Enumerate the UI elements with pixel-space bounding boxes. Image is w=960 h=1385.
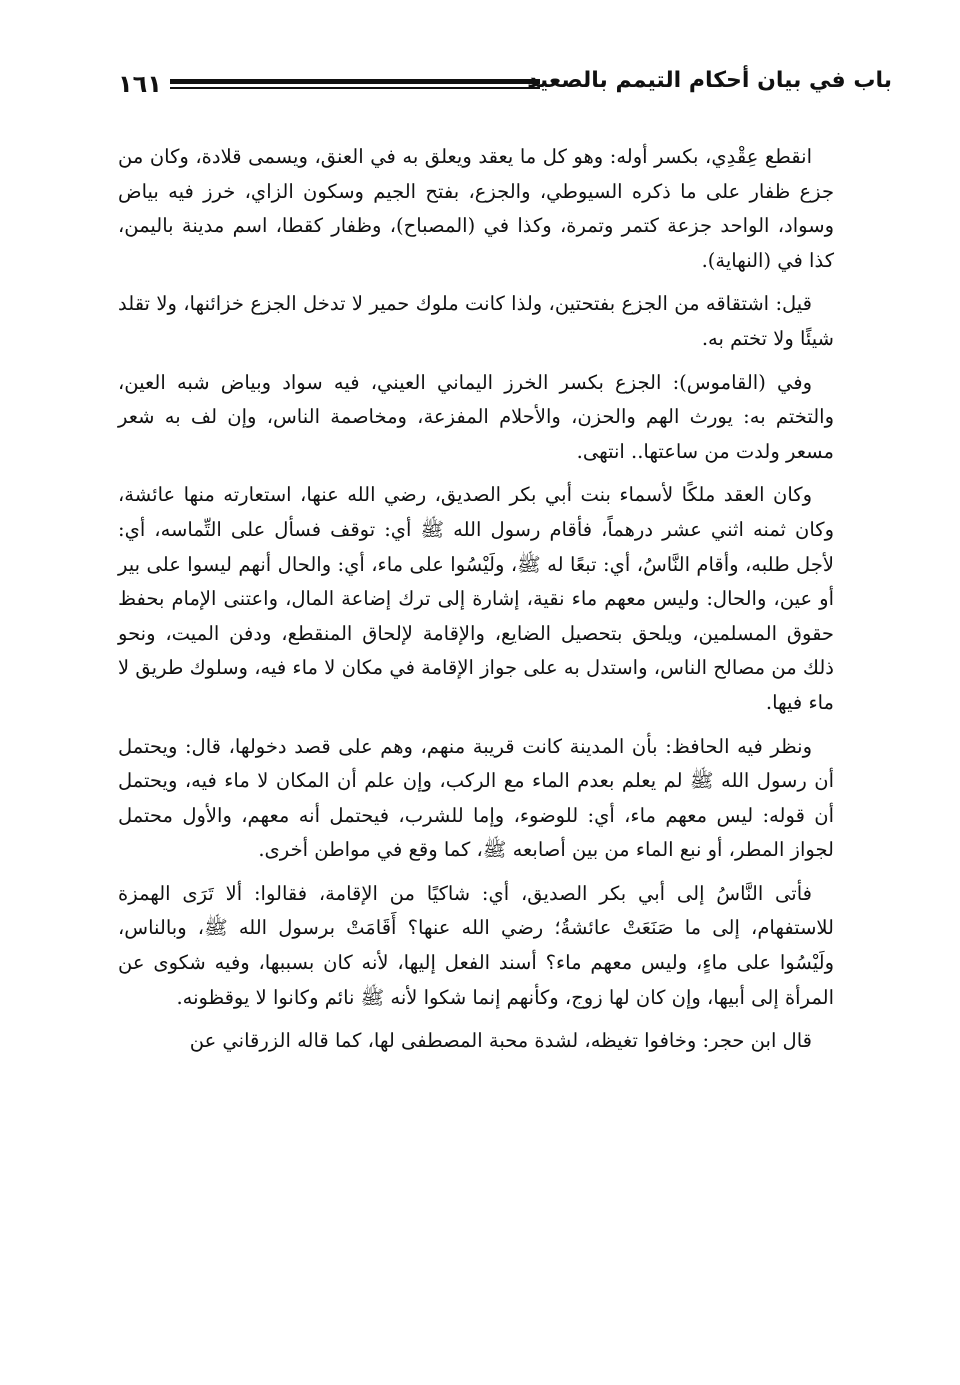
paragraph: وكان العقد ملكًا لأسماء بنت أبي بكر الصديق، رضي الله عنها، استعارته منها عائشة، وكان ثمنه اثني عشر درهماً، فأقام رسول الله ﷺ أي: توقف فسأل على التِّماسه، أي: لأجل طلبه، وأقام النَّاسُ، أي: تبعًا له ﷺ، ولَيْسُوا على ماء، أي: والحال أنهم ليسوا على بير أو عين، والحال: وليس معهم ماء نقية، إشارة إلى ترك إضاعة المال، واعتنى الإمام بحفظ حقوق المسلمين، ويلحق بتحصيل الضايع، والإقامة لإلحاق المنقطع، ودفن الميت، ونحو ذلك من مصالح الناس، واستدل به على جواز الإقامة في مكان لا ماء فيه، وسلوك طريق لا ماء فيها. (118, 483, 834, 714)
page-header (112, 70, 892, 110)
paragraph: ونظر فيه الحافظ: بأن المدينة كانت قريبة منهم، وهم على قصد دخولها، قال: ويحتمل أن رسول الله ﷺ لم يعلم بعدم الماء مع الركب، وإن علم أن المكان لا ماء فيه، ويحتمل أن قوله: ليس معهم ماء، أي: للوضوء، وإما للشرب، فيحتمل أنه معهم، والأول محتمل لجواز المطر، أو نبع الماء من بين أصابعه ﷺ، كما وقع في مواطن أخرى. (118, 734, 834, 862)
page-number: ١٦١ (118, 70, 162, 98)
body-text (118, 140, 834, 1068)
paragraph: فأتى النَّاسُ إلى أبي بكر الصديق، أي: شاكيًا من الإقامة، فقالوا: ألا تَرَى الهمزة للاستفهام، إلى ما صَنَعَتْ عائشةُ؛ رضي الله عنها؟ أَقَامَتْ برسول الله ﷺ، وبالناس، ولَيْسُوا على ماءٍ، وليس معهم ماء؟ أسند الفعل إليها، لأنه كان بسببها، وفيه شكوى عن المرأة إلى أبيها، وإن كان لها زوج، وكأنهم إنما شكوا لأنه ﷺ نائم وكانوا لا يوقظونه. (118, 881, 834, 1009)
header-rule-thin (170, 87, 540, 89)
paragraph: قال ابن حجر: وخافوا تغيظه، لشدة محبة المصطفى لها، كما قاله الزرقاني عن (189, 1029, 812, 1053)
paragraph: انقطع عِقْدِي، بكسر أوله: وهو كل ما يعقد ويعلق به في العنق، ويسمى قلادة، وكان من جزع ظفار على ما ذكره السيوطي، والجزع، بفتح الجيم وسكون الزاي، خرز فيه بياض وسواد، الواحد جزعة كتمر وتمرة، وكذا في (المصباح)، وظفار كقطا، اسم مدينة باليمن، كذا في (النهاية). (118, 145, 834, 272)
running-title: باب في بيان أحكام التيمم بالصعيد (527, 68, 892, 93)
paragraph: قيل: اشتقاقه من الجزع بفتحتين، ولذا كانت ملوك حمير لا تدخل الجزع خزائنها، ولا تقلد شيئًا ولا تختم به. (118, 292, 834, 350)
paragraph: وفي (القاموس): الجزع بكسر الخرز اليماني العيني، فيه سواد وبياض شبه العين، والتختم به: يورث الهم والحزن، والأحلام المفزعة، ومخاصمة الناس، وإن لف به شعر مسعر ولدت من ساعتها.. انتهى. (118, 370, 834, 463)
header-rule-thick (170, 79, 540, 84)
